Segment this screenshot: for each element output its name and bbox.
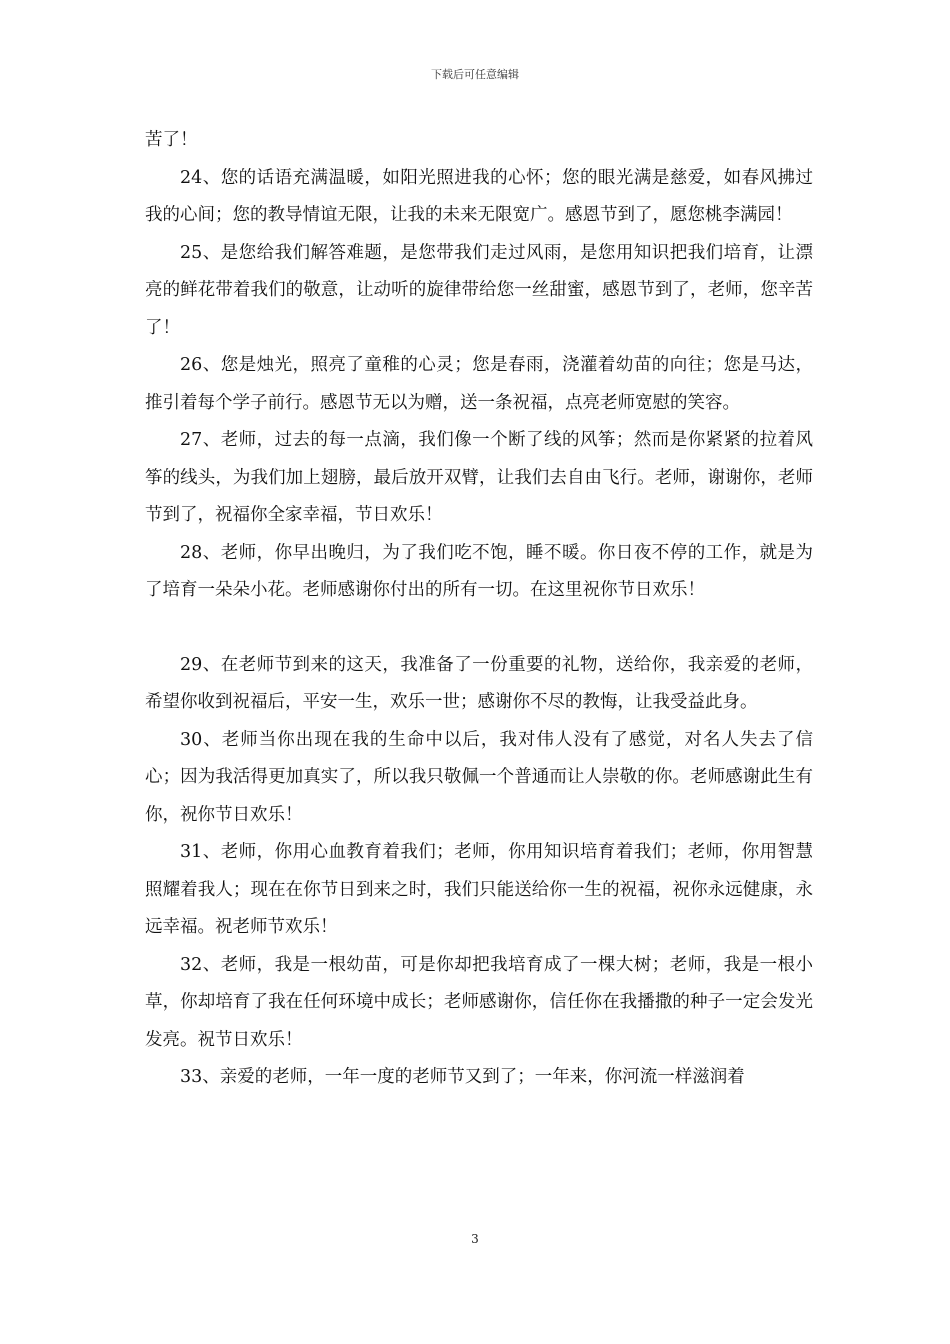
- paragraph-25: 25、是您给我们解答难题，是您带我们走过风雨，是您用知识把我们培育，让漂亮的鲜花带着我们的敬意，让动听的旋律带给您一丝甜蜜，感恩节到了，老师，您辛苦了！: [145, 242, 813, 338]
- paragraph-29: 29、在老师节到来的这天，我准备了一份重要的礼物，送给你，我亲爱的老师，希望你收到祝福后，平安一生，欢乐一世；感谢你不尽的教悔，让我受益此身。: [145, 654, 813, 712]
- paragraph-continuation: 苦了！: [145, 130, 198, 150]
- paragraph-26: 26、您是烛光，照亮了童稚的心灵；您是春雨，浇灌着幼苗的向往；您是马达，推引着每个学子前行。感恩节无以为赠，送一条祝福，点亮老师宽慰的笑容。: [145, 355, 813, 413]
- paragraph-30: 30、老师当你出现在我的生命中以后，我对伟人没有了感觉，对名人失去了信心；因为我活得更加真实了，所以我只敬佩一个普通而让人崇敬的你。老师感谢此生有你，祝你节日欢乐！: [145, 729, 813, 825]
- page-header: 下载后可任意编辑: [431, 68, 519, 81]
- paragraph-gap: [145, 610, 813, 647]
- paragraph-28: 28、老师，你早出晚归，为了我们吃不饱，睡不暖。你日夜不停的工作，就是为了培育一朵朵小花。老师感谢你付出的所有一切。在这里祝你节日欢乐！: [145, 542, 813, 600]
- paragraph-33: 33、亲爱的老师，一年一度的老师节又到了；一年来，你河流一样滋润着: [180, 1067, 745, 1087]
- paragraph-27: 27、老师，过去的每一点滴，我们像一个断了线的风筝；然而是你紧紧的拉着风筝的线头，为我们加上翅膀，最后放开双臂，让我们去自由飞行。老师，谢谢你，老师节到了，祝福你全家幸福，节日欢乐！: [145, 430, 813, 525]
- document-body: [145, 122, 813, 1097]
- paragraph-24: 24、您的话语充满温暖，如阳光照进我的心怀；您的眼光满是慈爱，如春风拂过我的心间；您的教导情谊无限，让我的未来无限宽广。感恩节到了，愿您桃李满园！: [145, 167, 813, 225]
- paragraph-31: 31、老师，你用心血教育着我们；老师，你用知识培育着我们；老师，你用智慧照耀着我人；现在在你节日到来之时，我们只能送给你一生的祝福，祝你永远健康，永远幸福。祝老师节欢乐！: [145, 842, 813, 937]
- paragraph-32: 32、老师，我是一根幼苗，可是你却把我培育成了一棵大树；老师，我是一根小草，你却培育了我在任何环境中成长；老师感谢你，信任你在我播撒的种子一定会发光发亮。祝节日欢乐！: [145, 954, 813, 1050]
- page-number: 3: [471, 1232, 479, 1246]
